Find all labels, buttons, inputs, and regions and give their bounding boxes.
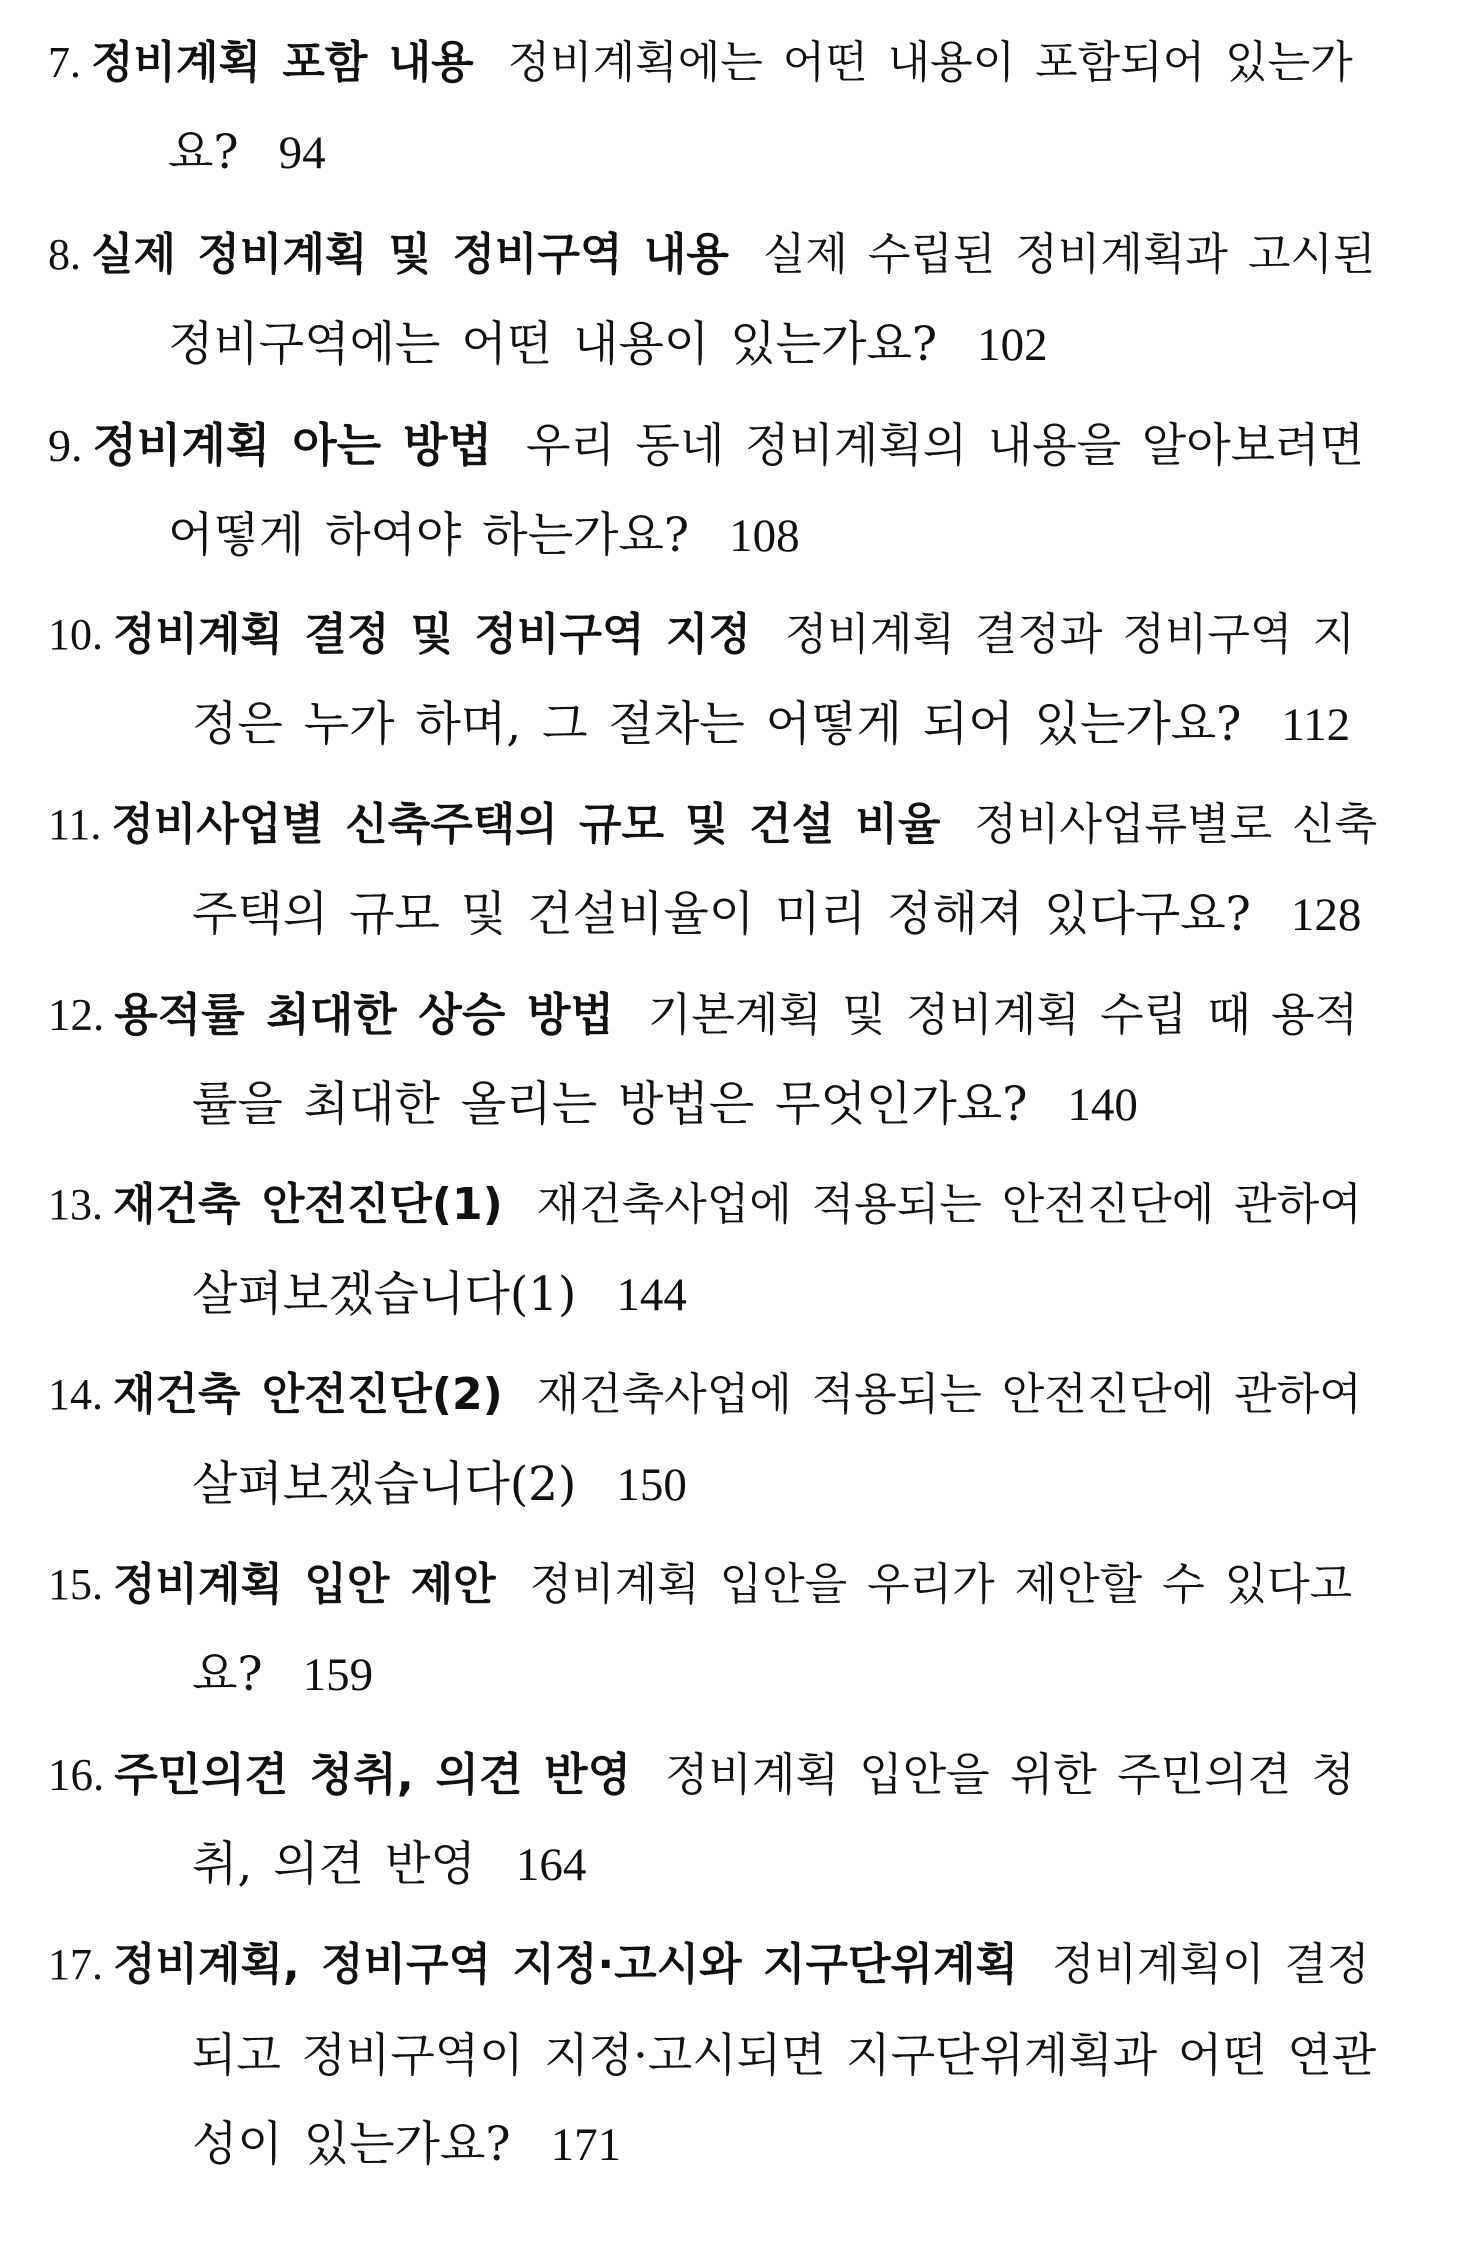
entry-heading: 정비계획, 정비구역 지정·고시와 지구단위계획 [113, 1939, 1018, 1990]
toc-entry-continuation [48, 1630, 1378, 1720]
toc-entry-9[interactable] [48, 400, 1378, 581]
entry-description-cont: 성이 있는가요? [192, 2117, 511, 2172]
entry-heading: 정비계획 아는 방법 [92, 418, 493, 472]
toc-entry-continuation [48, 2010, 1378, 2100]
toc-entry-continuation [48, 300, 1378, 390]
entry-description-cont: 요? [168, 125, 239, 180]
toc-entry-continuation [48, 1820, 1378, 1910]
entry-description: 정비계획 입안을 위한 주민의견 청 [665, 1748, 1355, 1801]
toc-entry-continuation [48, 870, 1378, 960]
toc-entry-first-line [48, 18, 1378, 108]
entry-number: 16. [48, 1750, 105, 1800]
entry-heading: 주민의견 청취, 의견 반영 [114, 1748, 632, 1801]
entry-heading: 정비계획 결정 및 정비구역 지정 [113, 609, 751, 660]
toc-entry-continuation [48, 491, 1378, 581]
entry-heading: 재건축 안전진단(1) [113, 1179, 503, 1230]
entry-number: 14. [48, 1370, 103, 1419]
entry-number: 10. [48, 610, 103, 659]
toc-entry-13[interactable] [48, 1160, 1378, 1340]
entry-page-number: 140 [1067, 1079, 1138, 1131]
entry-heading: 정비계획 포함 내용 [91, 37, 474, 88]
entry-description: 정비계획이 결정 [1051, 1939, 1370, 1990]
entry-description: 실제 수립된 정비계획과 고시된 [762, 229, 1376, 280]
entry-page-number: 164 [515, 1839, 587, 1891]
toc-entry-7[interactable] [48, 18, 1378, 198]
toc-entry-continuation [48, 1440, 1378, 1530]
toc-entry-10[interactable] [48, 590, 1378, 770]
entry-number: 15. [48, 1560, 103, 1609]
entry-description-cont: 요? [192, 1647, 263, 1702]
entry-heading: 정비계획 입안 제안 [113, 1559, 496, 1610]
entry-page-number: 108 [729, 510, 800, 562]
entry-page-number: 159 [302, 1649, 374, 1701]
entry-description-cont: 정은 누가 하며, 그 절차는 어떻게 되어 있는가요? [192, 697, 1242, 752]
entry-description: 정비사업류별로 신축 [974, 799, 1378, 850]
toc-entry-first-line [48, 1160, 1378, 1250]
toc-entry-first-line [48, 210, 1378, 300]
toc-entry-11[interactable] [48, 780, 1378, 960]
toc-entry-first-line [48, 1350, 1378, 1440]
entry-heading: 정비사업별 신축주택의 규모 및 건설 비율 [111, 799, 941, 850]
entry-page-number: 128 [1290, 889, 1362, 941]
entry-page-number: 171 [550, 2119, 622, 2171]
entry-page-number: 112 [1281, 699, 1351, 751]
toc-entry-first-line [48, 590, 1378, 680]
toc-entry-first-line [48, 400, 1378, 491]
entry-description-cont: 률을 최대한 올리는 방법은 무엇인가요? [192, 1077, 1028, 1132]
entry-page-number: 94 [278, 127, 326, 179]
entry-description-cont: 되고 정비구역이 지정·고시되면 지구단위계획과 어떤 연관 [192, 2028, 1377, 2082]
toc-entry-first-line [48, 1730, 1378, 1820]
toc-entry-continuation [48, 1250, 1378, 1340]
entry-description: 정비계획 입안을 우리가 제안할 수 있다고 [529, 1559, 1353, 1610]
toc-entry-12[interactable] [48, 970, 1378, 1150]
entry-description: 재건축사업에 적용되는 안전진단에 관하여 [536, 1179, 1362, 1230]
toc-entry-continuation [48, 2100, 1378, 2190]
entry-page-number: 144 [616, 1269, 687, 1321]
toc-entry-17[interactable] [48, 1920, 1378, 2190]
toc-entry-continuation [48, 108, 1378, 198]
entry-number: 12. [48, 990, 105, 1040]
entry-description: 기본계획 및 정비계획 수립 때 용적 [647, 988, 1359, 1041]
entry-number: 8. [48, 230, 81, 279]
toc-entry-continuation [48, 1060, 1378, 1150]
entry-description-cont: 살펴보겠습니다(2) [192, 1457, 577, 1512]
toc-entry-continuation [48, 680, 1378, 770]
entry-number: 9. [48, 420, 83, 471]
entry-description: 정비계획에는 어떤 내용이 포함되어 있는가 [507, 37, 1353, 88]
entry-number: 17. [48, 1940, 103, 1989]
entry-description-cont: 살펴보겠습니다(1) [192, 1267, 577, 1322]
entry-description: 우리 동네 정비계획의 내용을 알아보려면 [526, 418, 1364, 472]
entry-heading: 실제 정비계획 및 정비구역 내용 [91, 229, 729, 280]
entry-number: 11. [48, 800, 102, 849]
entry-number: 13. [48, 1180, 103, 1229]
entry-description-cont: 어떻게 하여야 하는가요? [168, 508, 690, 563]
entry-page-number: 150 [616, 1459, 687, 1511]
toc-entry-first-line [48, 970, 1378, 1060]
entry-heading: 용적률 최대한 상승 방법 [114, 988, 614, 1041]
entry-description: 재건축사업에 적용되는 안전진단에 관하여 [536, 1369, 1362, 1420]
entry-description-cont: 주택의 규모 및 건설비율이 미리 정해져 있다구요? [192, 887, 1251, 942]
toc-entry-14[interactable] [48, 1350, 1378, 1530]
toc-entry-first-line [48, 1920, 1378, 2010]
toc-entry-16[interactable] [48, 1730, 1378, 1910]
toc-entry-15[interactable] [48, 1540, 1378, 1720]
entry-description-cont: 취, 의견 반영 [192, 1837, 476, 1892]
entry-number: 7. [48, 38, 81, 87]
entry-description: 정비계획 결정과 정비구역 지 [784, 609, 1355, 660]
toc-entry-8[interactable] [48, 210, 1378, 390]
toc-entry-first-line [48, 1540, 1378, 1630]
entry-heading: 재건축 안전진단(2) [113, 1369, 503, 1420]
entry-description-cont: 정비구역에는 어떤 내용이 있는가요? [168, 317, 938, 372]
entry-page-number: 102 [977, 319, 1048, 371]
toc-entry-first-line [48, 780, 1378, 870]
